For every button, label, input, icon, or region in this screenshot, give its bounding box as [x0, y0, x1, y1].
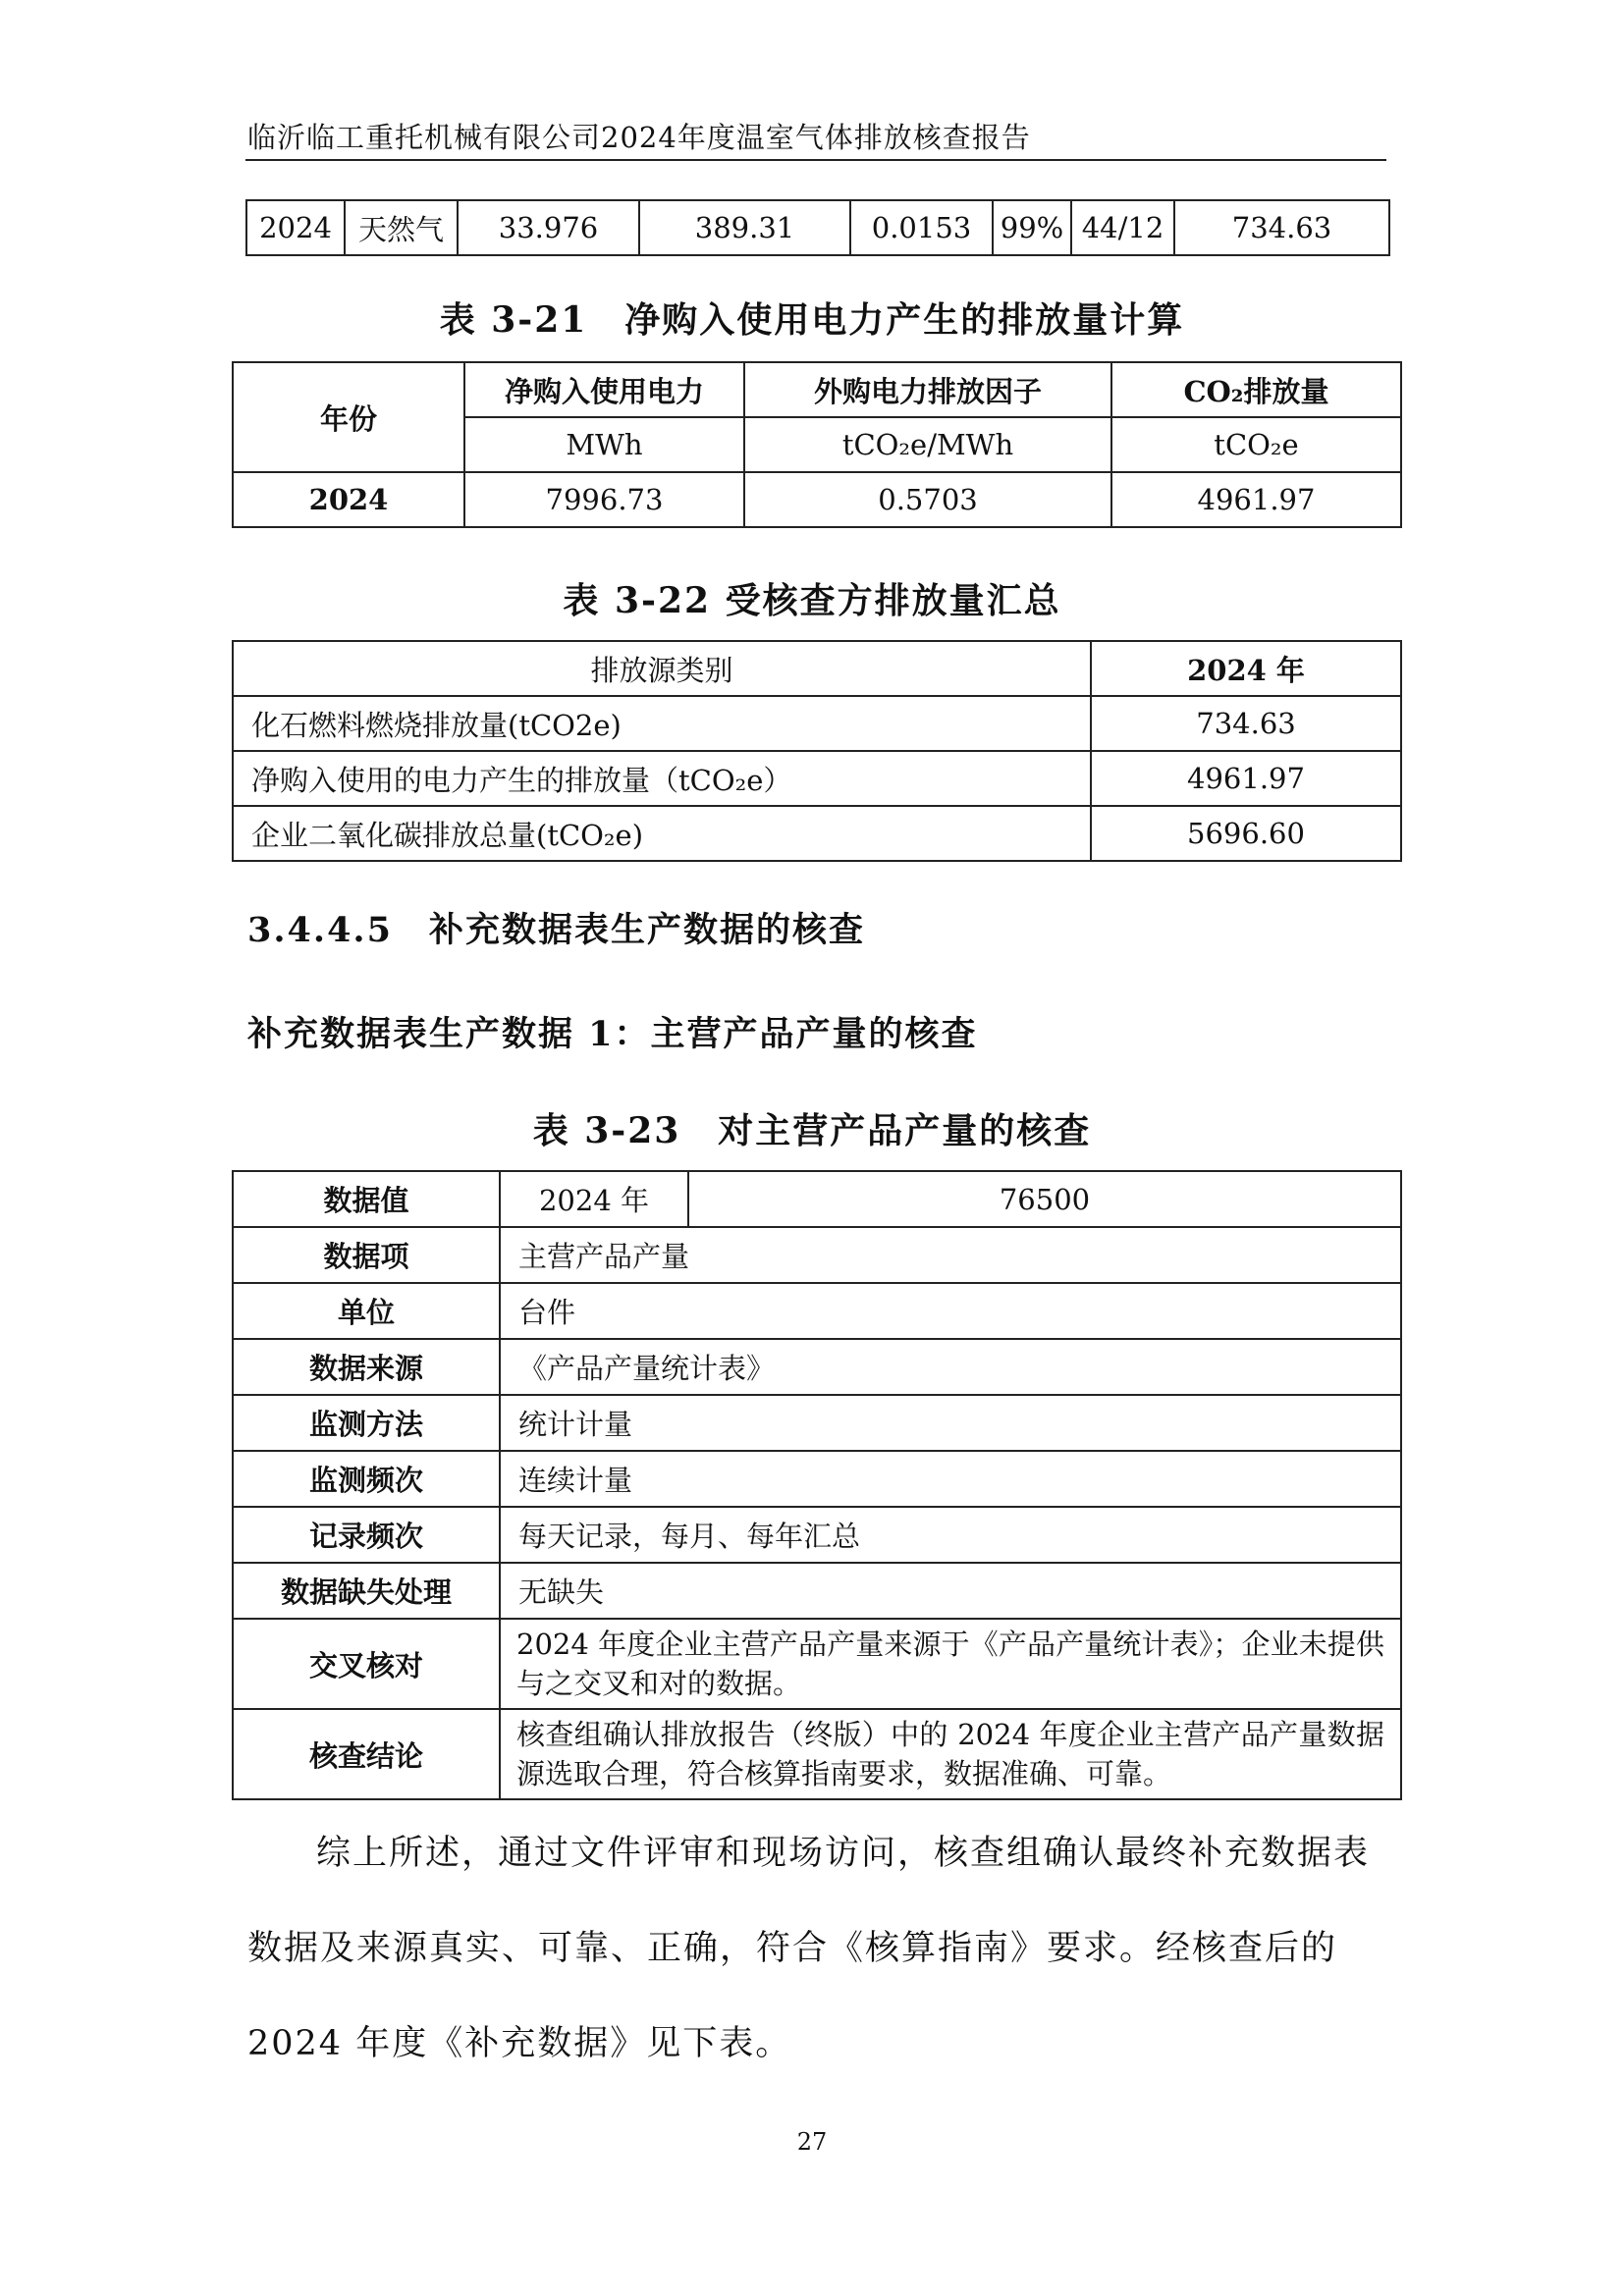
table-row	[233, 696, 1401, 751]
cell-co2: 4961.97	[1111, 472, 1401, 527]
cell-monitoring-method: 统计计量	[500, 1395, 1401, 1451]
header-year: 2024 年	[1091, 641, 1401, 696]
table-322	[232, 640, 1402, 862]
subsection-heading: 补充数据表生产数据 1：主营产品产量的核查	[247, 1014, 978, 1054]
header-electricity: 净购入使用电力	[464, 362, 744, 417]
cell-fuel: 天然气	[345, 200, 458, 255]
unit-factor: tCO₂e/MWh	[744, 417, 1111, 472]
header-year: 年份	[233, 362, 464, 472]
table-321-caption: 表 3-21 净购入使用电力产生的排放量计算	[439, 299, 1185, 341]
cell-electricity: 7996.73	[464, 472, 744, 527]
cell-monitoring-frequency: 连续计量	[500, 1451, 1401, 1507]
cell-year: 2024	[246, 200, 345, 255]
table-row	[246, 200, 1389, 255]
table-row	[233, 1339, 1401, 1395]
table-row	[233, 1709, 1401, 1799]
cell-factor: 0.5703	[744, 472, 1111, 527]
table-row	[233, 1395, 1401, 1451]
cell-ratio: 44/12	[1071, 200, 1174, 255]
cell-recording-frequency: 每天记录，每月、每年汇总	[500, 1507, 1401, 1563]
cell-value: 5696.60	[1091, 806, 1401, 861]
cell-unit: 台件	[500, 1283, 1401, 1339]
table-row	[233, 1451, 1401, 1507]
table-322-caption: 表 3-22 受核查方排放量汇总	[563, 580, 1061, 621]
cell-value-year: 2024 年	[500, 1171, 688, 1227]
table-row	[233, 806, 1401, 861]
cell-oxidation-rate: 99%	[993, 200, 1071, 255]
cell-calorific-value: 389.31	[639, 200, 850, 255]
cell-data-source: 《产品产量统计表》	[500, 1339, 1401, 1395]
label-data-item: 数据项	[233, 1227, 500, 1283]
cell-label: 企业二氧化碳排放总量(tCO₂e)	[233, 806, 1091, 861]
cell-value: 734.63	[1091, 696, 1401, 751]
label-unit: 单位	[233, 1283, 500, 1339]
label-data-source: 数据来源	[233, 1339, 500, 1395]
label-missing-data: 数据缺失处理	[233, 1563, 500, 1619]
table-row	[233, 472, 1401, 527]
table-row	[233, 751, 1401, 806]
unit-co2: tCO₂e	[1111, 417, 1401, 472]
running-header: 临沂临工重托机械有限公司2024年度温室气体排放核查报告	[247, 121, 1031, 154]
table-header-row	[233, 362, 1401, 417]
table-row	[233, 1227, 1401, 1283]
cell-conclusion: 核查组确认排放报告（终版）中的 2024 年度企业主营产品产量数据源选取合理，符合核算指南要求，数据准确、可靠。	[500, 1709, 1401, 1799]
table-row	[233, 1171, 1401, 1227]
table-323	[232, 1170, 1402, 1800]
cell-carbon-content: 0.0153	[850, 200, 993, 255]
table-row	[233, 1619, 1401, 1709]
section-heading: 3.4.4.5 补充数据表生产数据的核查	[247, 910, 865, 950]
table-row	[233, 1283, 1401, 1339]
header-factor: 外购电力排放因子	[744, 362, 1111, 417]
summary-paragraph: 综上所述，通过文件评审和现场访问，核查组确认最终补充数据表数据及来源真实、可靠、正确，符合《核算指南》要求。经核查后的 2024 年度《补充数据》见下表。	[247, 1834, 1371, 2063]
cell-value: 76500	[688, 1171, 1401, 1227]
label-monitoring-frequency: 监测频次	[233, 1451, 500, 1507]
table-header-row	[233, 641, 1401, 696]
unit-electricity: MWh	[464, 417, 744, 472]
table-row	[233, 1563, 1401, 1619]
table-321	[232, 361, 1402, 528]
table-prev-continuation	[245, 199, 1390, 256]
label-monitoring-method: 监测方法	[233, 1395, 500, 1451]
cell-year: 2024	[233, 472, 464, 527]
label-cross-check: 交叉核对	[233, 1619, 500, 1709]
label-conclusion: 核查结论	[233, 1709, 500, 1799]
cell-data-item: 主营产品产量	[500, 1227, 1401, 1283]
header-co2: CO₂排放量	[1111, 362, 1401, 417]
header-rule	[245, 159, 1386, 161]
cell-emission: 734.63	[1174, 200, 1389, 255]
cell-label: 净购入使用的电力产生的排放量（tCO₂e）	[233, 751, 1091, 806]
page-number: 27	[796, 2128, 828, 2156]
cell-label: 化石燃料燃烧排放量(tCO2e)	[233, 696, 1091, 751]
cell-cross-check: 2024 年度企业主营产品产量来源于《产品产量统计表》；企业未提供与之交叉和对的数据。	[500, 1619, 1401, 1709]
cell-consumption: 33.976	[458, 200, 639, 255]
table-row	[233, 1507, 1401, 1563]
label-recording-frequency: 记录频次	[233, 1507, 500, 1563]
table-323-caption: 表 3-23 对主营产品产量的核查	[532, 1110, 1092, 1151]
header-source: 排放源类别	[233, 641, 1091, 696]
label-value: 数据值	[233, 1171, 500, 1227]
cell-value: 4961.97	[1091, 751, 1401, 806]
cell-missing-data: 无缺失	[500, 1563, 1401, 1619]
